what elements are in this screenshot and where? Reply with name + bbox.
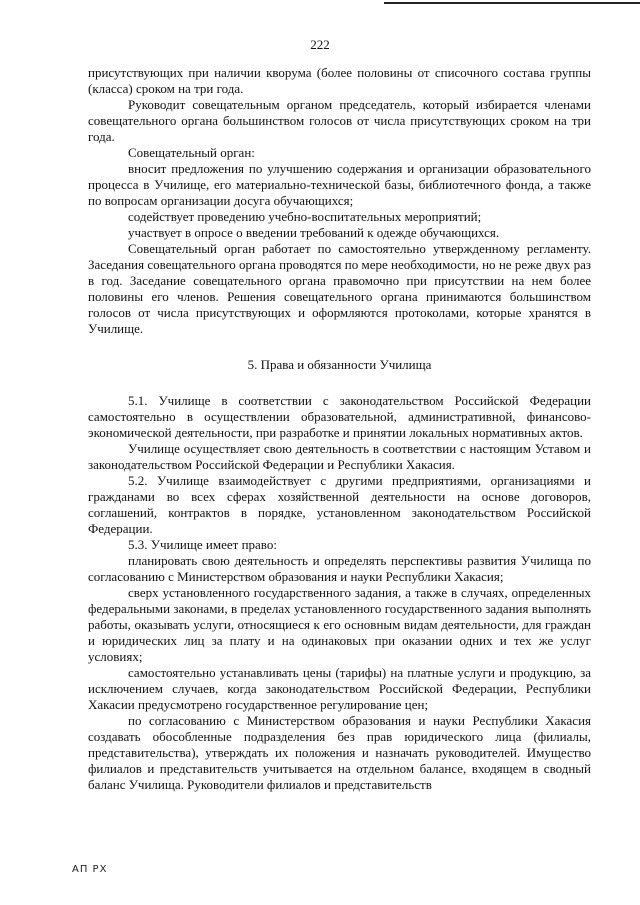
paragraph: Училище осуществляет свою деятельность в соответствии с настоящим Уставом и законодательством Российской Федерации и Республики Хакасия. <box>88 441 591 472</box>
paragraph: 5.3. Училище имеет право: <box>128 537 277 552</box>
paragraph: присутствующих при наличии кворума (более половины от списочного состава группы (класса) сроком на три года. <box>88 65 591 96</box>
paragraph: вносит предложения по улучшению содержания и организации образовательного процесса в Училище, его материально-технической базы, библиотечного фонда, а также по вопросам организации досуга обучающихся; <box>88 161 591 208</box>
paragraph: Руководит совещательным органом председатель, который избирается членами совещательного органа большинством голосов от числа присутствующих сроком на три года. <box>88 97 591 144</box>
footer-mark: АП РХ <box>72 864 108 875</box>
page-number: 222 <box>310 37 330 52</box>
paragraph: содействует проведению учебно-воспитательных мероприятий; <box>128 209 482 224</box>
paragraph: Совещательный орган работает по самостоятельно утвержденному регламенту. Заседания совещательного органа проводятся по мере необходимости, но не реже двух раз в год. Заседание совещательного органа правомочно при присутствии на нем более половины его членов. Решения совещательного органа принимаются большинством голосов от числа присутствующих и оформляются протоколами, которые хранятся в Училище. <box>88 241 591 336</box>
paragraph: участвует в опросе о введении требований к одежде обучающихся. <box>128 225 500 240</box>
paragraphs-after-heading <box>88 393 591 793</box>
top-edge-rule <box>384 2 640 4</box>
paragraph: планировать свою деятельность и определять перспективы развития Училища по согласованию с Министерством образования и науки Республики Хакасия; <box>88 553 591 584</box>
paragraph: по согласованию с Министерством образования и науки Республики Хакасия создавать обособленные подразделения без прав юридического лица (филиалы, представительства), утверждать их положения и назначать руководителей. Имущество филиалов и представительств учитывается на отдельном балансе, входящем в сводный баланс Училища. Руководители филиалов и представительств <box>88 713 591 792</box>
paragraph: сверх установленного государственного задания, а также в случаях, определенных федеральными законами, в пределах установленного государственного задания выполнять работы, оказывать услуги, относящиеся к его основным видам деятельности, для граждан и юридических лиц за плату и на одинаковых при оказании одних и тех же услуг условиях; <box>88 585 591 664</box>
section-heading: 5. Права и обязанности Училища <box>247 357 432 372</box>
paragraph: 5.2. Училище взаимодействует с другими предприятиями, организациями и гражданами во всех сферах хозяйственной деятельности на основе договоров, соглашений, контрактов в порядке, установленном законодательством Российской Федерации. <box>88 473 591 536</box>
paragraph: Совещательный орган: <box>128 145 255 160</box>
paragraph: 5.1. Училище в соответствии с законодательством Российской Федерации самостоятельно в осуществлении образовательной, административной, финансово-экономической деятельности, при разработке и принятии локальных нормативных актов. <box>88 393 591 440</box>
paragraphs-before-heading <box>88 65 591 337</box>
paragraph: самостоятельно устанавливать цены (тарифы) на платные услуги и продукцию, за исключением случаев, когда законодательством Российской Федерации, Республики Хакасии предусмотрено государственное регулирование цен; <box>88 665 591 712</box>
document-body <box>88 65 591 793</box>
